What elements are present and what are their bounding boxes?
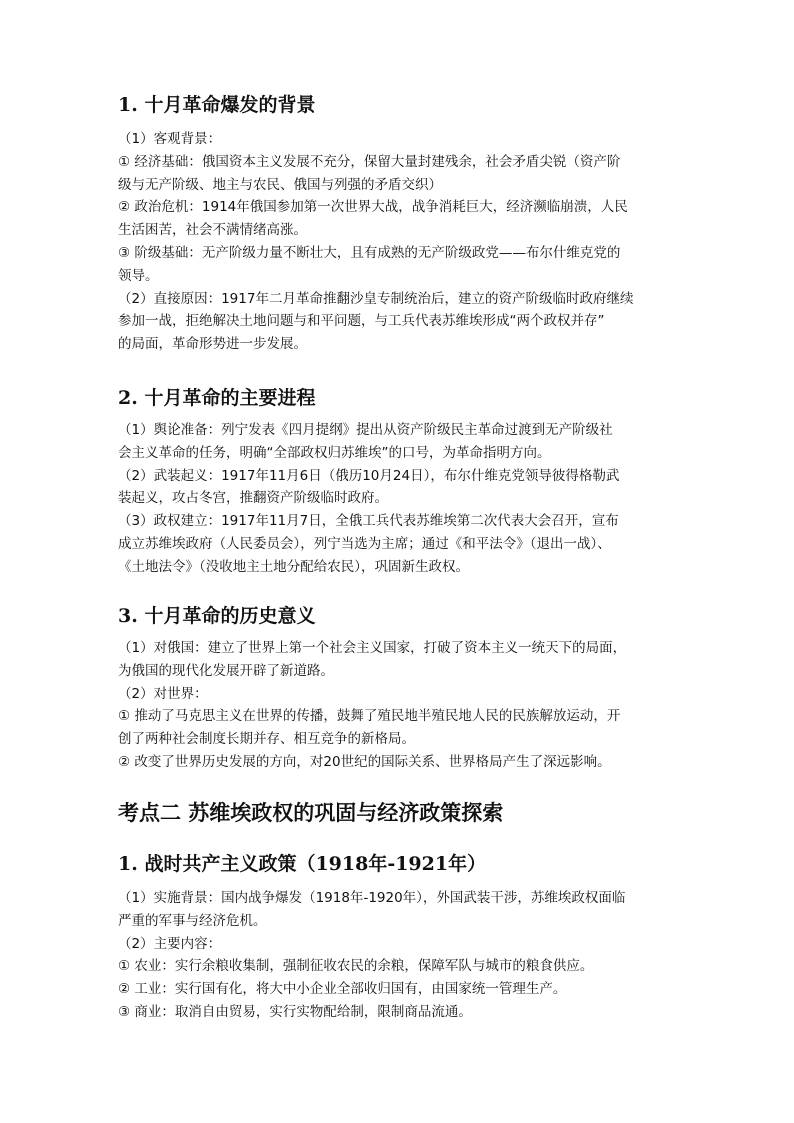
text-line: 级与无产阶级、地主与农民、俄国与列强的矛盾交织） bbox=[118, 176, 442, 193]
text-line: 生活困苦，社会不满情绪高涨。 bbox=[118, 222, 307, 239]
text-line: 参加一战，拒绝解决土地问题与和平问题，与工兵代表苏维埃形成“两个政权并存” bbox=[118, 313, 605, 330]
section-heading: 1. 战时共产主义政策（1918年-1921年） bbox=[118, 853, 487, 875]
text-line: 领导。 bbox=[118, 267, 159, 284]
section-october-process bbox=[118, 385, 619, 579]
text-line: （2）主要内容： bbox=[118, 935, 222, 952]
text-line: ③ 商业：取消自由贸易，实行实物配给制，限制商品流通。 bbox=[118, 1003, 472, 1020]
text-line: （1）对俄国：建立了世界上第一个社会主义国家，打破了资本主义一统天下的局面， bbox=[118, 640, 627, 656]
text-line: （2）对世界： bbox=[118, 685, 208, 702]
text-line: 会主义革命的任务，明确“全部政权归苏维埃”的口号，为革命指明方向。 bbox=[118, 444, 551, 461]
text-line: ① 经济基础：俄国资本主义发展不充分，保留大量封建残余，社会矛盾尖锐（资产阶 bbox=[118, 153, 621, 170]
text-line: ② 改变了世界历史发展的方向，对20世纪的国际关系、世界格局产生了深远影响。 bbox=[118, 753, 611, 770]
text-line: 的局面，革命形势进一步发展。 bbox=[118, 336, 307, 353]
text-line: ② 政治危机：1914年俄国参加第一次世界大战，战争消耗巨大，经济濒临崩溃，人民 bbox=[118, 199, 628, 216]
section-october-background bbox=[118, 92, 633, 356]
text-line: （1）客观背景： bbox=[118, 131, 222, 147]
section-war-communism bbox=[118, 851, 625, 1024]
chapter-heading: 考点二 苏维埃政权的巩固与经济政策探索 bbox=[118, 800, 504, 825]
text-line: ③ 阶级基础：无产阶级力量不断壮大，且有成熟的无产阶级政党——布尔什维克党的 bbox=[118, 244, 621, 261]
section-october-significance bbox=[118, 603, 626, 774]
section-body bbox=[118, 887, 625, 1024]
text-line: 《土地法令》（没收地主土地分配给农民），巩固新生政权。 bbox=[118, 558, 469, 575]
text-line: 装起义，攻占冬宫，推翻资产阶级临时政府。 bbox=[118, 490, 388, 507]
text-line: ② 工业：实行国有化，将大中小企业全部收归国有，由国家统一管理生产。 bbox=[118, 981, 567, 998]
section-heading: 1. 十月革命爆发的背景 bbox=[118, 94, 316, 116]
section-heading: 3. 十月革命的历史意义 bbox=[118, 605, 316, 627]
text-line: （2）武装起义：1917年11月6日（俄历10月24日），布尔什维克党领导彼得格勒武 bbox=[118, 467, 620, 484]
section-body bbox=[118, 419, 619, 579]
text-line: 为俄国的现代化发展开辟了新道路。 bbox=[118, 662, 334, 679]
section-body bbox=[118, 128, 633, 356]
text-line: （1）实施背景：国内战争爆发（1918年-1920年），外国武装干涉，苏维埃政权面临 bbox=[118, 890, 626, 906]
text-line: （3）政权建立：1917年11月7日，全俄工兵代表苏维埃第二次代表大会召开，宣布 bbox=[118, 513, 619, 530]
section-body bbox=[118, 637, 626, 774]
section-heading: 2. 十月革命的主要进程 bbox=[118, 387, 316, 409]
text-line: ① 农业：实行余粮收集制，强制征收农民的余粮，保障军队与城市的粮食供应。 bbox=[118, 958, 594, 975]
text-line: （2）直接原因：1917年二月革命推翻沙皇专制统治后，建立的资产阶级临时政府继续 bbox=[118, 290, 634, 307]
text-line: 严重的军事与经济危机。 bbox=[118, 912, 267, 929]
text-line: 成立苏维埃政府（人民委员会），列宁当选为主席；通过《和平法令》（退出一战）、 bbox=[118, 535, 611, 552]
text-line: ① 推动了马克思主义在世界的传播，鼓舞了殖民地半殖民地人民的民族解放运动，开 bbox=[118, 708, 621, 725]
text-line: 创了两种社会制度长期并存、相互竞争的新格局。 bbox=[118, 731, 415, 748]
text-line: （1）舆论准备：列宁发表《四月提纲》提出从资产阶级民主革命过渡到无产阶级社 bbox=[118, 422, 613, 438]
